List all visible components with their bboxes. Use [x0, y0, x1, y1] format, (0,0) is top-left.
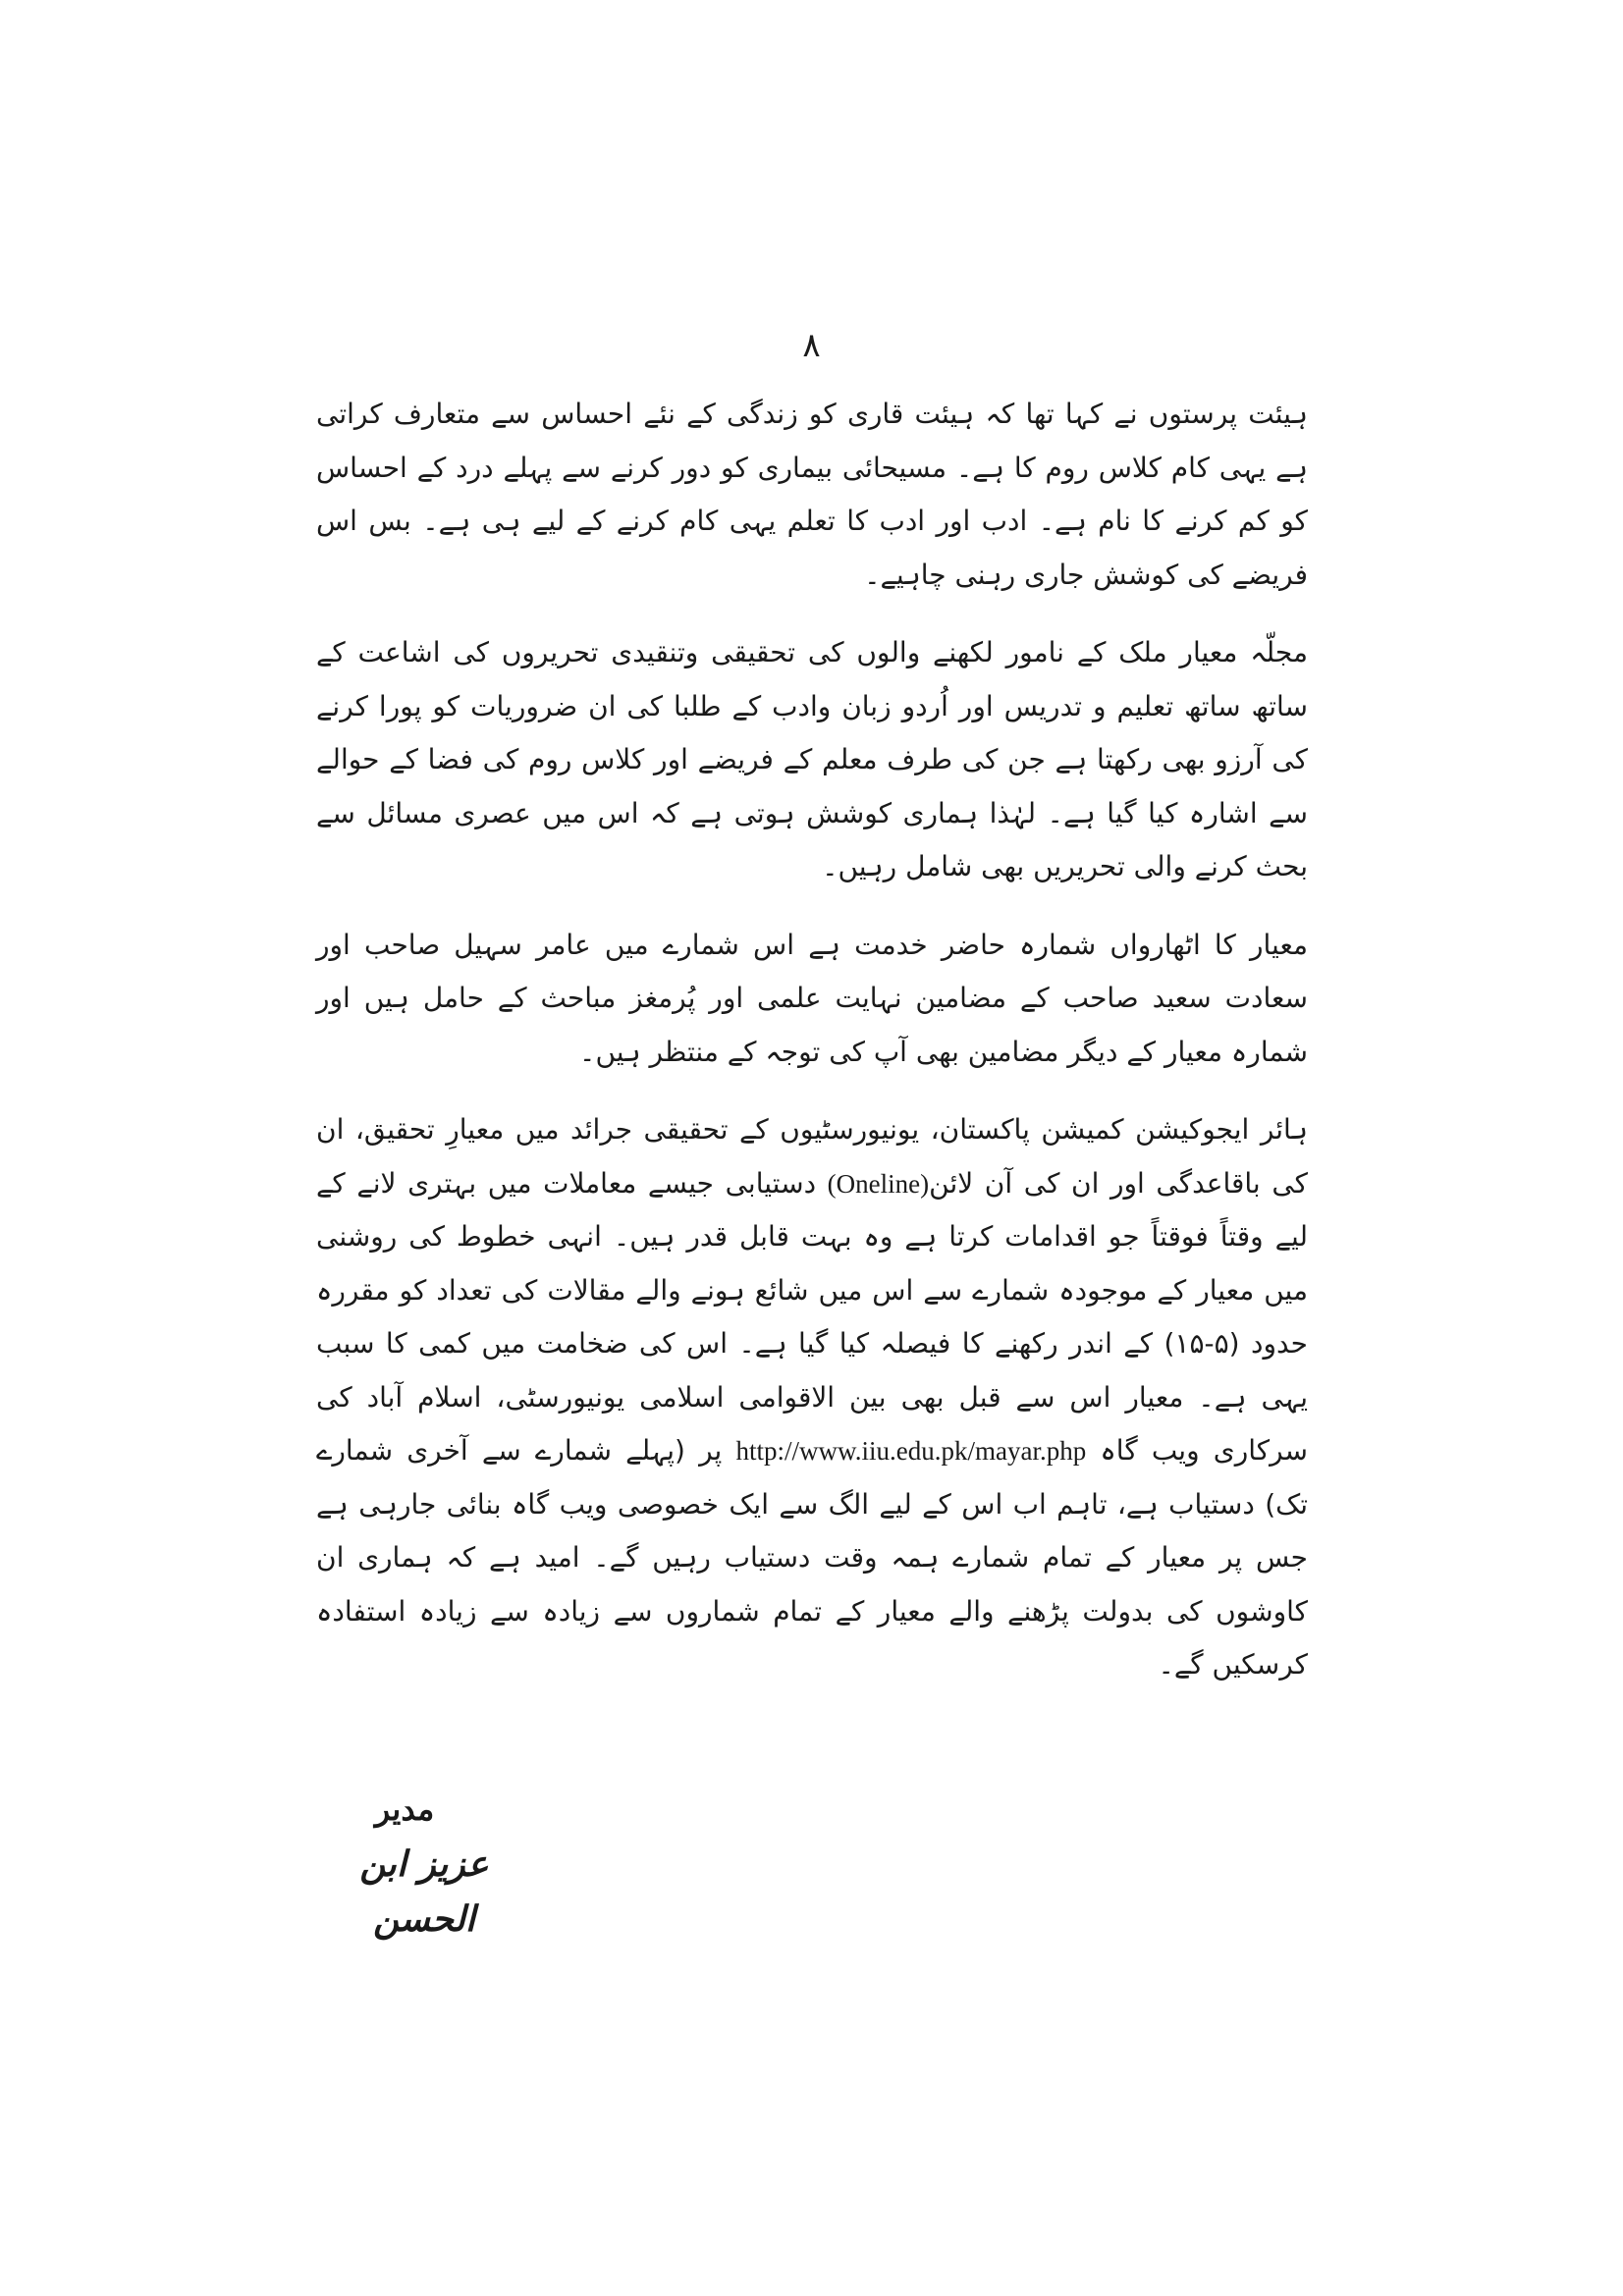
journal-name: معیار [1249, 928, 1308, 961]
journal-name: معیار [1148, 1541, 1207, 1574]
paragraph-4-part-4: اس سے قبل بھی بین الاقوامی اسلامی یونیورسٹی، اسلام آباد کی سرکاری ویب گاہ [316, 1380, 1308, 1467]
paragraph-4-part-1: ہائر ایجوکیشن کمیشن پاکستان، یونیورسٹیوں کے تحقیقی جرائد میں معیارِ تحقیق، ان کی باقاعدگی اور ان کی آن لائن [316, 1113, 1308, 1200]
journal-name: معیار [1179, 636, 1238, 668]
paragraph-2 [316, 626, 1308, 894]
paragraph-3-text: کا اٹھارواں شمارہ حاضر خدمت ہے اس شمارے میں عامر سہیل صاحب اور سعادت سعید صاحب کے مضامین نہایت علمی اور پُرمغز مباحث کے حامل ہیں اور شمارہ معیار کے دیگر مضامین بھی آپ کی توجہ کے منتظر ہیں۔ [316, 928, 1308, 1068]
paragraph-4-part-3: کے موجودہ شمارے سے اس میں شائع ہونے والے مقالات کی تعداد کو مقررہ حدود (۵-۱۵) کے اندر رکھنے کا فیصلہ کیا گیا ہے۔ اس کی ضخامت میں کمی کا سبب یہی ہے۔ [316, 1273, 1309, 1414]
paragraph-3 [316, 919, 1308, 1080]
paragraph-4-part-5: پر (پہلے شمارے سے آخری شمارے تک) دستیاب ہے، تاہم اب اس کے لیے الگ سے ایک خصوصی ویب گاہ بنائی جارہی ہے جس پر [316, 1434, 1308, 1574]
paragraph-2-lead: مجلّہ [1237, 636, 1308, 668]
journal-name: معیار [1196, 1273, 1255, 1307]
editor-role: مدیر [374, 1790, 435, 1828]
paragraph-4-part-6: کے تمام شمارے ہمہ وقت دستیاب رہیں گے۔ امید ہے کہ ہماری ان کاوشوں کی بدولت پڑھنے والے معیار کے تمام شماروں سے زیادہ سے زیادہ استفادہ کرسکیں گے۔ [316, 1541, 1308, 1681]
editorial-body [316, 388, 1308, 1717]
paragraph-4 [316, 1103, 1308, 1692]
paragraph-1-text: ہیئت پرستوں نے کہا تھا کہ ہیئت قاری کو زندگی کے نئے احساس سے متعارف کراتی ہے یہی کام کلاس روم کا ہے۔ مسیحائی بیماری کو دور کرنے سے پہلے درد کے احساس کو کم کرنے کا نام ہے۔ ادب اور ادب کا تعلم یہی کام کرنے کے لیے ہی ہے۔ بس اس فریضے کی کوشش جاری رہنی چاہیے۔ [316, 398, 1308, 591]
editor-name: عزیز ابن الحسن [359, 1843, 489, 1940]
signature-block [316, 1782, 532, 1947]
paragraph-4-part-2: دستیابی جیسے معاملات میں بہتری لانے کے لیے وقتاً فوقتاً جو اقدامات کرتا ہے وہ بہت قابل قدر ہیں۔ انہی خطوط کی روشنی میں [316, 1166, 1308, 1307]
journal-name: معیار [1125, 1380, 1184, 1414]
website-url-link[interactable]: http://www.iiu.edu.pk/mayar.php [735, 1436, 1087, 1466]
paragraph-2-text: ملک کے نامور لکھنے والوں کی تحقیقی وتنقیدی تحریروں کی اشاعت کے ساتھ ساتھ تعلیم و تدریس اور اُردو زبان وادب کے طلبا کی ان ضروریات کو پورا کرنے کی آرزو بھی رکھتا ہے جن کی طرف معلم کے فریضے اور کلاس روم کی فضا کے حوالے سے اشارہ کیا گیا ہے۔ لہٰذا ہماری کوشش ہوتی ہے کہ اس میں عصری مسائل سے بحث کرنے والی تحریریں بھی شامل رہیں۔ [316, 636, 1308, 882]
paragraph-1 [316, 388, 1308, 602]
page-number: ۸ [802, 326, 821, 365]
english-term: (Oneline) [827, 1168, 930, 1199]
